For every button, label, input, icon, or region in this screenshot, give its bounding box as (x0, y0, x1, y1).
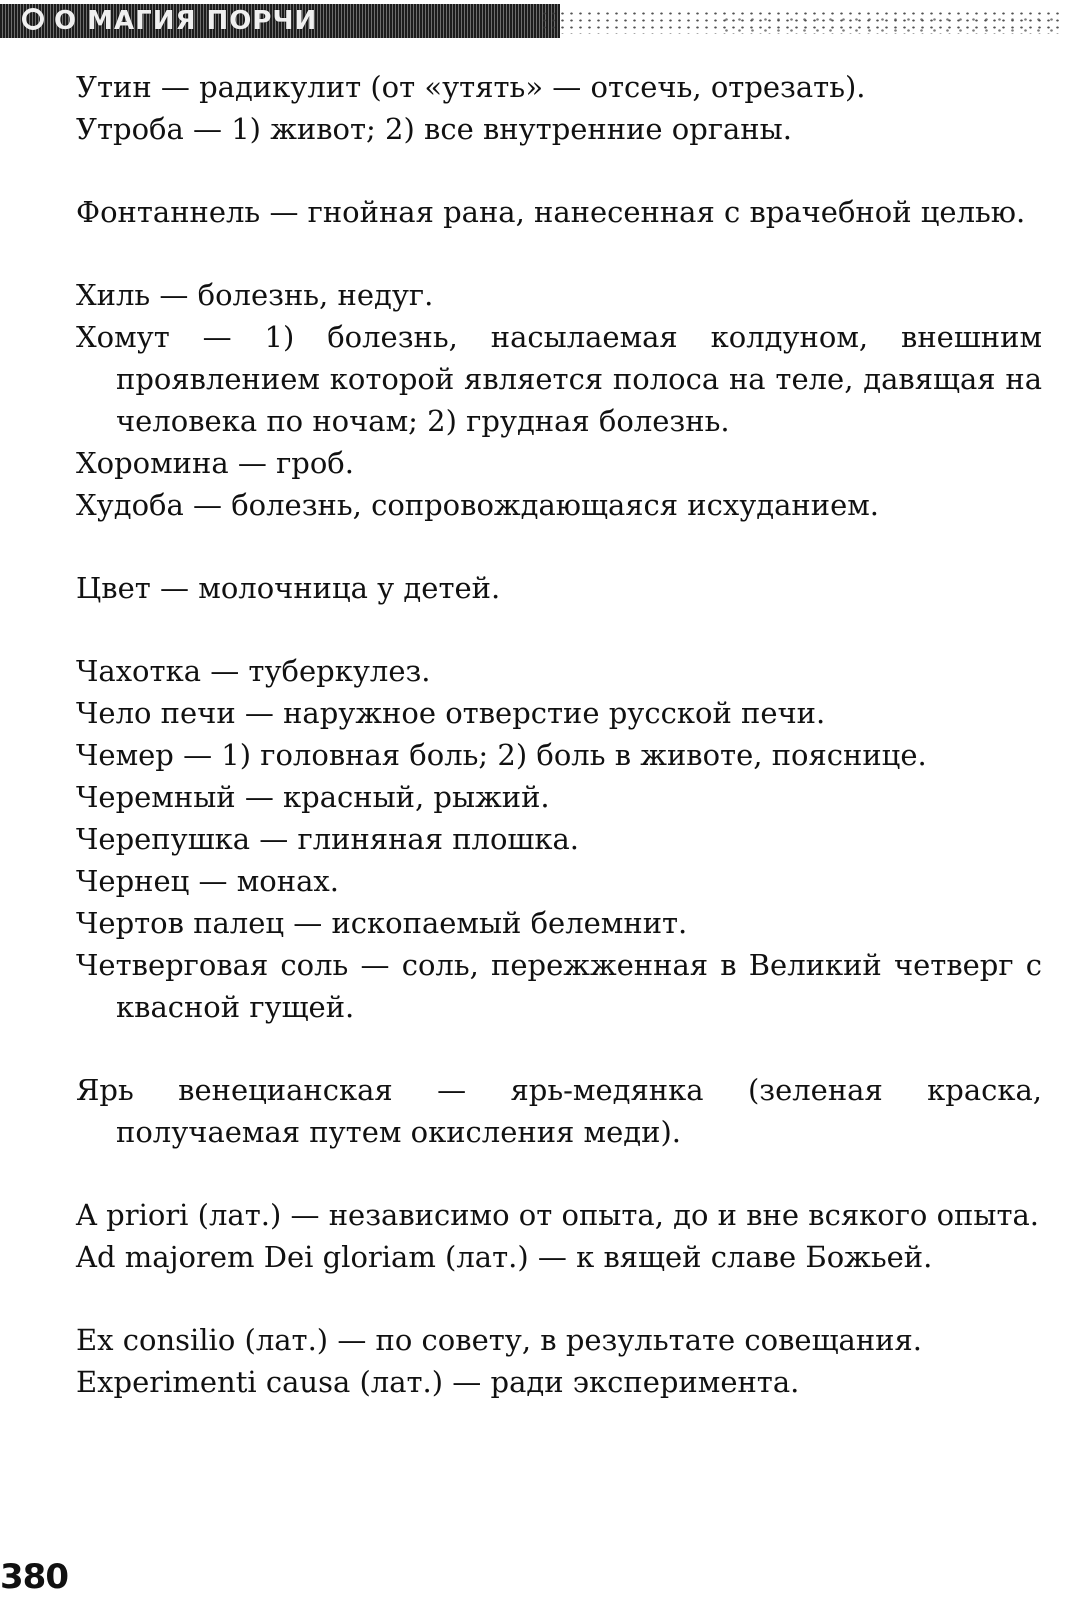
glossary-entry: Чернец — монах. (76, 864, 339, 898)
glossary-entry: Утин — радикулит (от «утять» — отсечь, отрезать). (76, 70, 866, 104)
glossary-group (76, 567, 1042, 609)
glossary-entry: Хоромина — гроб. (76, 446, 354, 480)
running-header (0, 0, 1073, 44)
glossary-group (76, 274, 1042, 526)
glossary-entry: Чемер — 1) головная боль; 2) боль в животе, пояснице. (76, 738, 927, 772)
glossary-entry: Черепушка — глиняная плошка. (76, 822, 580, 856)
glossary-entry: Четверговая соль — соль, пережженная в Великий четверг с квасной гущей. (76, 948, 1042, 1024)
glossary-entry: Experimenti causa (лат.) — ради эксперимента. (76, 1365, 800, 1399)
glossary-group (76, 650, 1042, 1028)
glossary-entry: Фонтаннель — гнойная рана, нанесенная с врачебной целью. (76, 195, 1026, 229)
glossary-entry: Ad majorem Dei gloriam (лат.) — к вящей славе Божьей. (76, 1240, 933, 1274)
glossary-entry: Чертов палец — ископаемый белемнит. (76, 906, 688, 940)
glossary-entry: A priori (лат.) — независимо от опыта, до и вне всякого опыта. (76, 1198, 1039, 1232)
running-title: О МАГИЯ ПОРЧИ (54, 6, 318, 36)
glossary-entry: Ex consilio (лат.) — по совету, в результате совещания. (76, 1323, 923, 1357)
glossary-entry: Хомут — 1) болезнь, насылаемая колдуном, внешним проявлением которой является полоса на теле, давящая на человека по ночам; 2) грудная болезнь. (76, 320, 1042, 438)
glossary-entry: Черемный — красный, рыжий. (76, 780, 550, 814)
glossary-group (76, 1319, 1042, 1403)
glossary-entry: Хиль — болезнь, недуг. (76, 278, 434, 312)
page-number: 380 (0, 1557, 68, 1597)
glossary-entry: Ярь венецианская — ярь-медянка (зеленая краска, получаемая путем окисления меди). (76, 1073, 1042, 1149)
glossary-group (76, 66, 1042, 150)
glossary-group (76, 1194, 1042, 1278)
glossary-group (76, 1069, 1042, 1153)
glossary-entry: Утроба — 1) живот; 2) все внутренние органы. (76, 112, 792, 146)
glossary-entry: Чахотка — туберкулез. (76, 654, 431, 688)
glossary-entry: Чело печи — наружное отверстие русской печи. (76, 696, 826, 730)
glossary-group (76, 191, 1042, 233)
glossary-entry: Цвет — молочница у детей. (76, 571, 501, 605)
header-dither-light (720, 14, 1060, 34)
glossary-entry: Худоба — болезнь, сопровождающаяся исхуданием. (76, 488, 880, 522)
header-circle-icon (22, 8, 44, 30)
glossary (76, 66, 1042, 1403)
